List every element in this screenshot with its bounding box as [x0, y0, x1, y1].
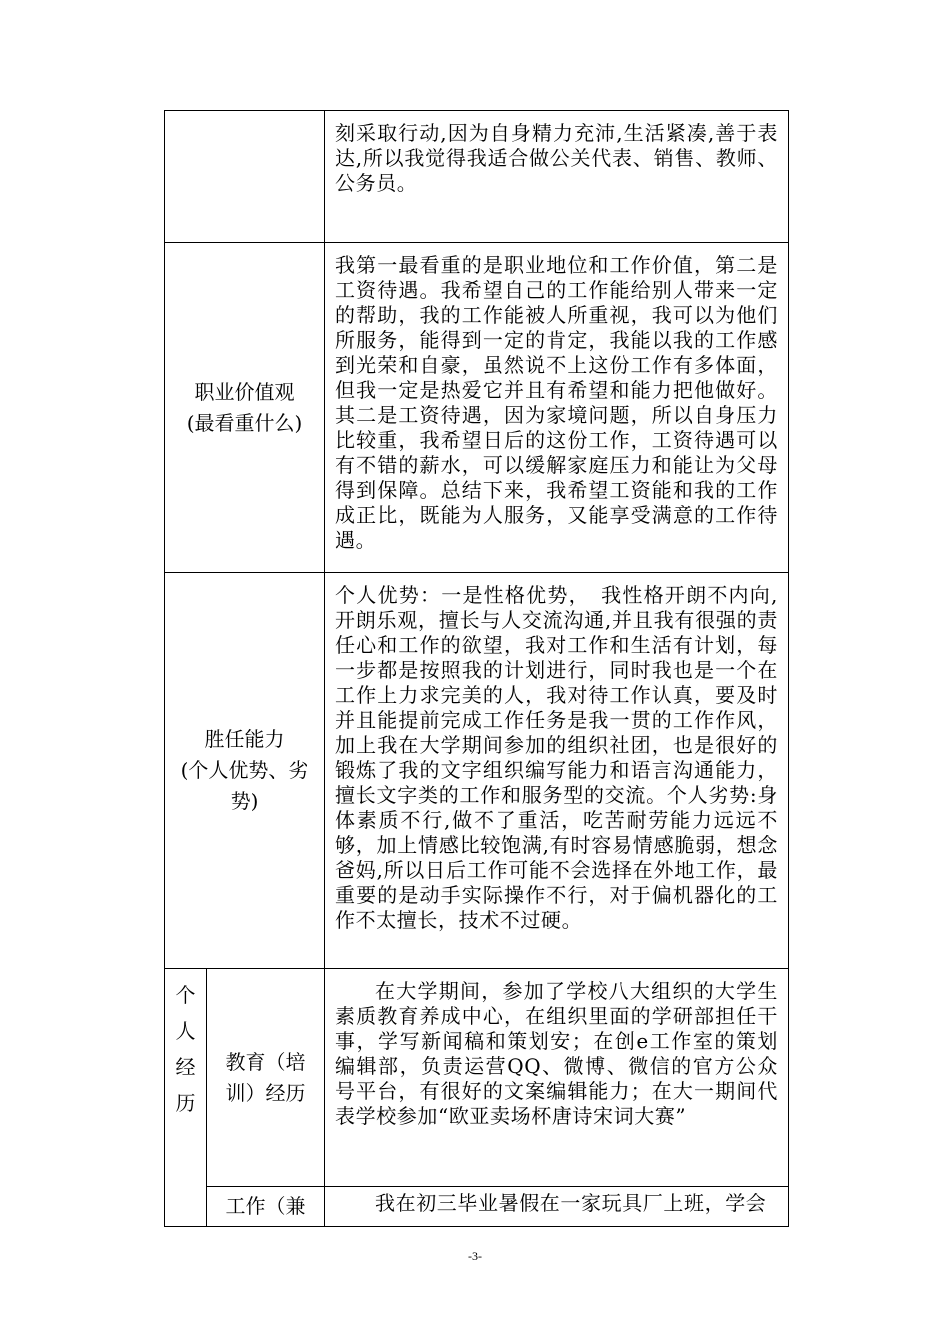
values-label-title: 职业价值观	[194, 379, 295, 404]
continuation-label-cell	[165, 111, 325, 243]
experience-group-label: 个人经历	[165, 969, 207, 1227]
table-row-work	[165, 1187, 789, 1227]
competence-content: 个人优势：一是性格优势， 我性格开朗不内向,开朗乐观，擅长与人交流沟通,并且我有很强的责任心和工作的欲望，我对工作和生活有计划，每一步都是按照我的计划进行，同时我也是一个在工作上力求完美的人，我对待工作认真，要及时并且能提前完成工作任务是我一贯的工作作风，加上我在大学期间参加的组织社团，也是很好的锻炼了我的文字组织编写能力和语言沟通能力，擅长文字类的工作和服务型的交流。个人劣势:身体素质不行,做不了重活，吃苦耐劳能力远远不够，加上情感比较饱满,有时容易情感脆弱，想念爸妈,所以日后工作可能不会选择在外地工作，最重要的是动手实际操作不行，对于偏机器化的工作不太擅长，技术不过硬。	[325, 573, 789, 969]
page-number: -3-	[468, 1249, 482, 1263]
competence-label-title: 胜任能力	[204, 727, 285, 751]
table-row-continuation	[165, 111, 789, 243]
work-label: 工作（兼	[207, 1187, 325, 1227]
education-label: 教育（培训）经历	[207, 969, 325, 1187]
table-row-education	[165, 969, 789, 1187]
table-row-values	[165, 243, 789, 573]
competence-label-subtitle: (个人优势、劣势)	[180, 758, 309, 813]
values-label-subtitle: (最看重什么)	[186, 410, 303, 435]
work-content: 我在初三毕业暑假在一家玩具厂上班，学会	[325, 1187, 789, 1227]
continuation-content: 刻采取行动,因为自身精力充沛,生活紧凑,善于表达,所以我觉得我适合做公关代表、销售、教师、公务员。	[325, 111, 789, 243]
table-row-competence	[165, 573, 789, 969]
values-content: 我第一最看重的是职业地位和工作价值，第二是工资待遇。我希望自己的工作能给别人带来一定的帮助，我的工作能被人所重视，我可以为他们所服务，能得到一定的肯定，我能以我的工作感到光荣和自豪，虽然说不上这份工作有多体面，但我一定是热爱它并且有希望和能力把他做好。其二是工资待遇，因为家境问题，所以自身压力比较重，我希望日后的这份工作，工资待遇可以有不错的薪水，可以缓解家庭压力和能让为父母 得到保障。总结下来，我希望工资能和我的工作成正比，既能为人服务，又能享受满意的工作待遇。	[325, 243, 789, 573]
competence-label-cell	[165, 573, 325, 969]
career-planning-table	[164, 110, 799, 1227]
education-content: 在大学期间，参加了学校八大组织的大学生素质教育养成中心，在组织里面的学研部担任干事，学写新闻稿和策划安；在创e工作室的策划编辑部，负责运营QQ、微博、微信的官方公众号平台，有很好的文案编辑能力；在大一期间代表学校参加“欧亚卖场杯唐诗宋词大赛”	[325, 969, 789, 1187]
values-label-cell	[165, 243, 325, 573]
